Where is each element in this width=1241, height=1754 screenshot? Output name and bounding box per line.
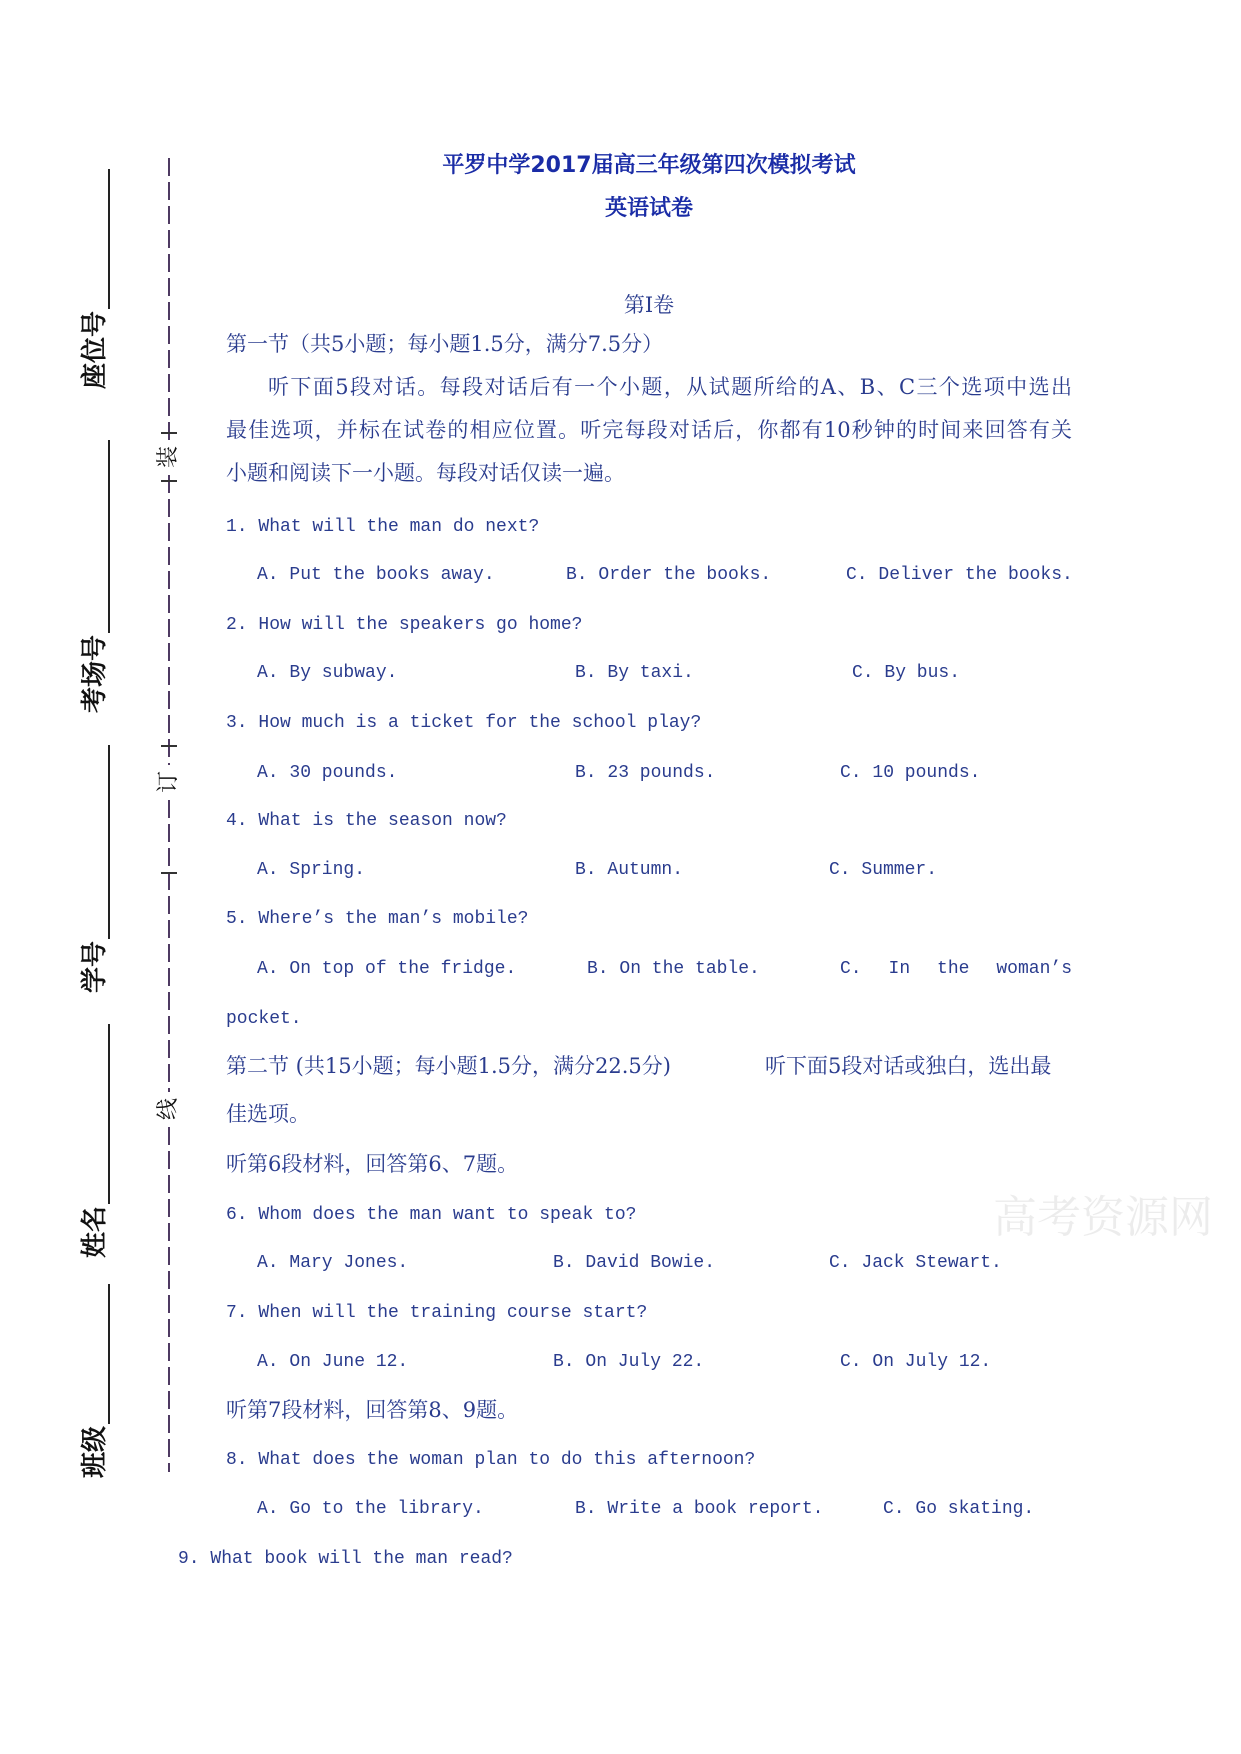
binding-field-exam-room: [80, 440, 110, 713]
watermark-text: 高考资源网: [993, 1192, 1213, 1243]
question-4-option-c: C. Summer.: [829, 860, 938, 880]
question-7-option-a: A. On June 12.: [257, 1352, 409, 1372]
binding-field-class: [80, 1284, 110, 1478]
question-6-stem: 6. Whom does the man want to speak to?: [226, 1205, 637, 1225]
material-7-instruction: 听第7段材料，回答第8、9题。: [226, 1398, 519, 1422]
exam-subtitle: 英语试卷: [604, 196, 693, 221]
question-4-option-a: A. Spring.: [257, 860, 366, 880]
question-9-stem: 9. What book will the man read?: [178, 1549, 513, 1569]
question-7-stem: 7. When will the training course start?: [226, 1303, 648, 1323]
section1-instruction-line: 小题和阅读下一小题。每段对话仅读一遍。: [226, 461, 625, 485]
exam-title: 平罗中学2017届高三年级第四次模拟考试: [442, 153, 856, 178]
class-blank: [80, 1284, 110, 1424]
binding-tick: [161, 432, 177, 434]
question-2-option-b: B. By taxi.: [575, 663, 694, 683]
binding-dashed-line: [168, 475, 170, 765]
binding-tick: [161, 745, 177, 747]
section1-instruction-line: 最佳选项，并标在试卷的相应位置。听完每段对话后，你都有10秒钟的时间来回答有关: [226, 418, 1072, 442]
binding-dashed-line: [168, 158, 170, 440]
question-6-option-b: B. David Bowie.: [553, 1253, 716, 1273]
question-2-stem: 2. How will the speakers go home?: [226, 615, 583, 635]
question-4-option-b: B. Autumn.: [575, 860, 684, 880]
question-2-option-c: C. By bus.: [852, 663, 961, 683]
question-8-stem: 8. What does the woman plan to do this afternoon?: [226, 1450, 756, 1470]
name-label: 姓名: [80, 1205, 110, 1258]
question-5-option-c: C. In the woman’s: [840, 959, 1072, 979]
section2-instruction-line: 佳选项。: [226, 1102, 310, 1126]
question-8-option-a: A. Go to the library.: [257, 1499, 484, 1519]
question-7-option-c: C. On July 12.: [840, 1352, 992, 1372]
question-8-option-b: B. Write a book report.: [575, 1499, 824, 1519]
part-heading: 第I卷: [623, 293, 675, 317]
class-label: 班级: [80, 1425, 110, 1478]
question-3-option-c: C. 10 pounds.: [840, 763, 981, 783]
question-1-option-b: B. Order the books.: [566, 565, 772, 585]
student-id-label: 学号: [80, 940, 110, 993]
binding-mark-xian: 线: [156, 1098, 181, 1121]
section2-heading: 第二节 (共15小题；每小题1.5分，满分22.5分): [226, 1054, 671, 1078]
question-1-stem: 1. What will the man do next?: [226, 517, 540, 537]
binding-dashed-line: [168, 1127, 170, 1472]
student-id-blank: [80, 745, 110, 939]
question-5-stem: 5. Where’s the man’s mobile?: [226, 909, 529, 929]
question-8-option-c: C. Go skating.: [883, 1499, 1035, 1519]
exam-room-blank: [80, 440, 110, 633]
binding-field-name: [80, 1024, 110, 1258]
question-3-stem: 3. How much is a ticket for the school play?: [226, 713, 702, 733]
name-blank: [80, 1024, 110, 1204]
question-5-option-a: A. On top of the fridge.: [257, 959, 517, 979]
question-6-option-c: C. Jack Stewart.: [829, 1253, 1002, 1273]
question-6-option-a: A. Mary Jones.: [257, 1253, 409, 1273]
question-1-option-a: A. Put the books away.: [257, 565, 495, 585]
binding-field-seat-number: [80, 169, 110, 389]
binding-tick: [161, 872, 177, 874]
exam-room-label: 考场号: [80, 634, 110, 713]
section1-heading: 第一节（共5小题；每小题1.5分，满分7.5分）: [226, 332, 664, 356]
question-3-option-a: A. 30 pounds.: [257, 763, 398, 783]
binding-field-student-id: [80, 745, 110, 993]
binding-mark-zhuang: 装: [156, 446, 181, 469]
section1-instruction-line: 听下面5段对话。每段对话后有一个小题，从试题所给的A、B、C三个选项中选出: [268, 375, 1072, 399]
binding-tick: [161, 480, 177, 482]
question-5-option-c-continued: pocket.: [226, 1009, 302, 1029]
question-3-option-b: B. 23 pounds.: [575, 763, 716, 783]
binding-dashed-line: [168, 800, 170, 1092]
question-2-option-a: A. By subway.: [257, 663, 398, 683]
seat-number-label: 座位号: [80, 310, 110, 389]
question-4-stem: 4. What is the season now?: [226, 811, 507, 831]
section2-instruction-line: 听下面5段对话或独白，选出最: [765, 1054, 1052, 1078]
question-5-option-b: B. On the table.: [587, 959, 760, 979]
material-6-instruction: 听第6段材料，回答第6、7题。: [226, 1152, 519, 1176]
question-7-option-b: B. On July 22.: [553, 1352, 705, 1372]
question-1-option-c: C. Deliver the books.: [846, 565, 1073, 585]
binding-mark-ding: 订: [156, 771, 181, 794]
seat-number-blank: [80, 169, 110, 309]
